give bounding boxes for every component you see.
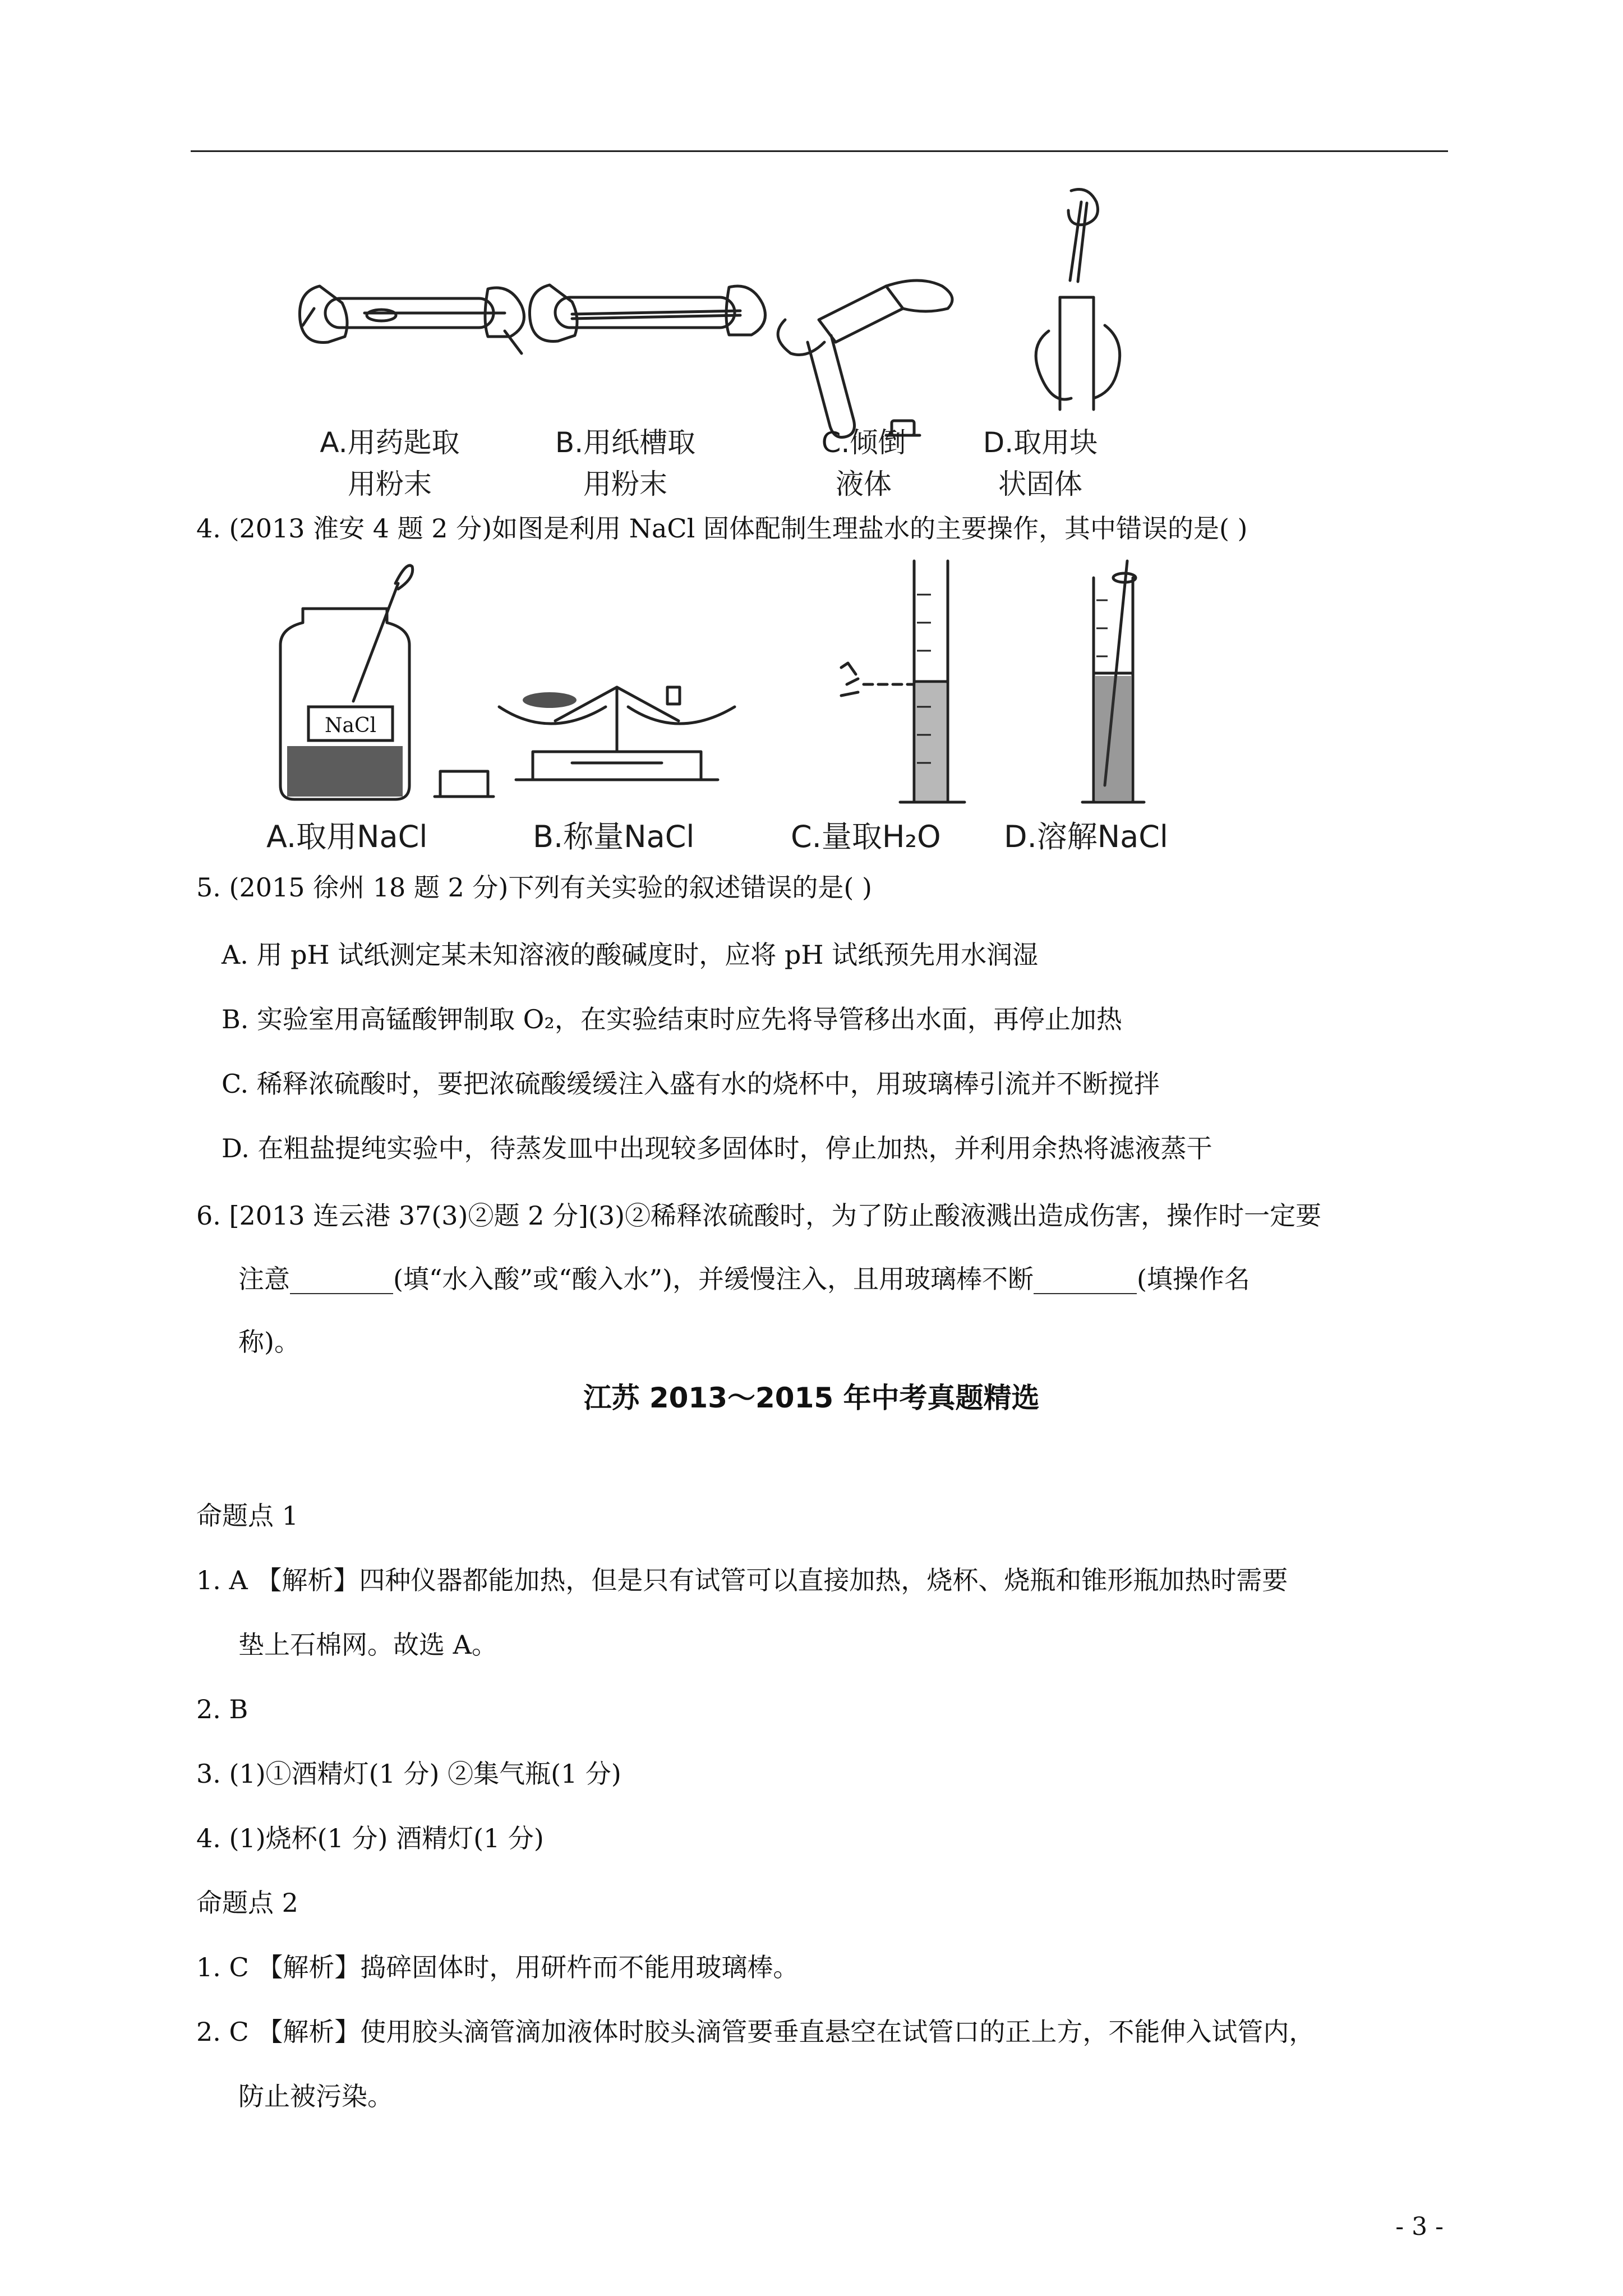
section-title: 江苏 2013～2015 年中考真题精选 [583, 1382, 1040, 1414]
answer-b2-line-2: 防止被污染。 [238, 2081, 393, 2111]
figure2-caption-d: D.溶解NaCl [1004, 819, 1168, 854]
question-5-stem: 5. (2015 徐州 18 题 2 分)下列有关实验的叙述错误的是( ) [196, 872, 872, 903]
figure1-caption-c: C.倾倒 液体 [821, 426, 906, 500]
question-4: 4. (2013 淮安 4 题 2 分)如图是利用 NaCl 固体配制生理盐水的主要操作，其中错误的是( ) [196, 513, 1248, 544]
figure1-caption-a: A.用药匙取 用粉末 [320, 426, 460, 500]
header-rule [191, 150, 1448, 152]
figure2-caption-c: C.量取H₂O [791, 819, 941, 854]
figure-solid-handling [280, 185, 1178, 421]
answer-b2-line-1: 2. C 【解析】使用胶头滴管滴加液体时胶头滴管要垂直悬空在试管口的正上方，不能伸入试管内， [196, 2017, 1315, 2047]
answer-1-line-1: 1. A 【解析】四种仪器都能加热，但是只有试管可以直接加热，烧杯、烧瓶和锥形瓶加热时需要 [196, 1565, 1288, 1595]
question-5-option-b: B. 实验室用高锰酸钾制取 O₂，在实验结束时应先将导管移出水面，再停止加热 [222, 1004, 1122, 1034]
image-a-spoon [299, 286, 524, 353]
answer-2: 2. B [196, 1694, 248, 1724]
question-5-option-d: D. 在粗盐提纯实验中，待蒸发皿中出现较多固体时，停止加热，并利用余热将滤液蒸干 [222, 1133, 1212, 1163]
page-number: - 3 - [1395, 2212, 1444, 2241]
answer-4: 4. (1)烧杯(1 分) 酒精灯(1 分) [196, 1823, 544, 1853]
figure-nacl-operations [264, 561, 1234, 825]
question-5-option-a: A. 用 pH 试纸测定某未知溶液的酸碱度时，应将 pH 试纸预先用水润湿 [222, 940, 1039, 970]
question-5-option-c: C. 稀释浓硫酸时，要把浓硫酸缓缓注入盛有水的烧杯中，用玻璃棒引流并不断搅拌 [222, 1069, 1160, 1099]
question-6-line-1: 6. [2013 连云港 37(3)②题 2 分](3)②稀释浓硫酸时，为了防止酸液溅出造成伤害，操作时一定要 [196, 1200, 1322, 1231]
figure1-caption-d: D.取用块 状固体 [983, 426, 1098, 500]
answer-1-line-2: 垫上石棉网。故选 A。 [238, 1630, 497, 1660]
answer-3: 3. (1)①酒精灯(1 分) ②集气瓶(1 分) [196, 1759, 621, 1789]
image-c-pour [778, 280, 952, 438]
jar-label: NaCl [324, 714, 377, 737]
answer-b1: 1. C 【解析】捣碎固体时，用研杵而不能用玻璃棒。 [196, 1952, 799, 1982]
answer-point-1-label: 命题点 1 [196, 1501, 298, 1531]
image-b-trough [529, 285, 765, 342]
question-6-line-2: 注意________(填“水入酸”或“酸入水”)，并缓慢注入，且用玻璃棒不断________(填操作名 [238, 1264, 1250, 1294]
figure2-caption-a: A.取用NaCl [266, 819, 428, 854]
answer-point-2-label: 命题点 2 [196, 1888, 298, 1918]
question-6-line-3: 称)。 [238, 1327, 300, 1357]
image-d-tweezers [1036, 190, 1120, 410]
figure2-caption-b: B.称量NaCl [533, 819, 695, 854]
figure1-caption-b: B.用纸槽取 用粉末 [555, 426, 696, 500]
